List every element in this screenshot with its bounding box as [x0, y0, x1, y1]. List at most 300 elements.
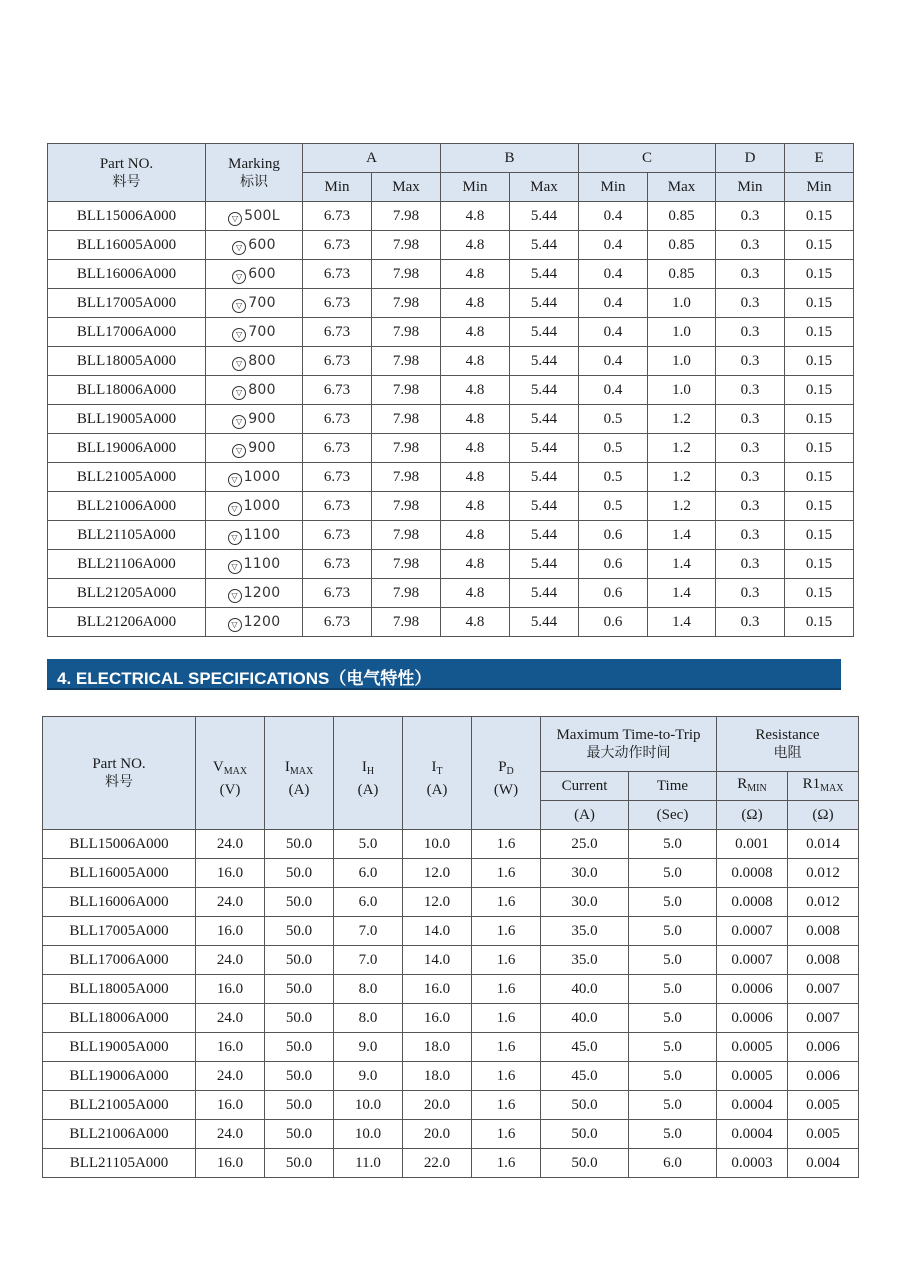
electrical-value-cell: 50.0 [265, 1062, 334, 1091]
elec-header-pd: $P_D$ (W) [472, 717, 541, 830]
dim-header-part-no: Part NO. 料号 [48, 144, 206, 202]
electrical-value-cell: 6.0 [629, 1149, 717, 1178]
table-row [48, 260, 854, 289]
electrical-value-cell: 5.0 [629, 1004, 717, 1033]
dimension-value-cell: 4.8 [441, 376, 510, 405]
dimension-value-cell: 0.15 [785, 550, 854, 579]
dimension-value-cell: 0.4 [579, 231, 648, 260]
dimension-value-cell: 6.73 [303, 608, 372, 637]
electrical-value-cell: 50.0 [265, 1091, 334, 1120]
dimension-value-cell: 0.3 [716, 347, 785, 376]
electrical-value-cell: 5.0 [629, 830, 717, 859]
dimension-value-cell: 7.98 [372, 550, 441, 579]
marking-text: 900 [248, 410, 276, 427]
dimension-value-cell: 5.44 [510, 405, 579, 434]
dimensions-table [47, 143, 854, 637]
electrical-value-cell: 0.0005 [717, 1033, 788, 1062]
electrical-value-cell: 50.0 [541, 1149, 629, 1178]
electrical-value-cell: 1.6 [472, 1033, 541, 1062]
electrical-value-cell: 8.0 [334, 1004, 403, 1033]
dim-header-group-e: E [785, 144, 854, 173]
table-row [48, 318, 854, 347]
electrical-value-cell: 0.008 [788, 917, 859, 946]
electrical-value-cell: 5.0 [629, 1062, 717, 1091]
elec-header-current-unit: (A) [541, 801, 629, 830]
dim-subheader-cell: Max [510, 173, 579, 202]
electrical-value-cell: 0.006 [788, 1062, 859, 1091]
electrical-value-cell: 16.0 [196, 917, 265, 946]
dimension-value-cell: 4.8 [441, 434, 510, 463]
table-row [43, 830, 859, 859]
table-row [48, 579, 854, 608]
electrical-value-cell: 0.0004 [717, 1120, 788, 1149]
dimension-value-cell: 6.73 [303, 405, 372, 434]
electrical-value-cell: 45.0 [541, 1033, 629, 1062]
electrical-value-cell: 8.0 [334, 975, 403, 1004]
dimension-value-cell: 7.98 [372, 260, 441, 289]
marking-text: 600 [248, 236, 276, 253]
electrical-value-cell: 7.0 [334, 946, 403, 975]
electrical-value-cell: 14.0 [403, 946, 472, 975]
electrical-value-cell: 5.0 [629, 975, 717, 1004]
electrical-value-cell: 35.0 [541, 917, 629, 946]
dimension-value-cell: 4.8 [441, 289, 510, 318]
electrical-value-cell: 0.005 [788, 1120, 859, 1149]
part-number-cell: BLL21205A000 [48, 579, 206, 608]
part-number-cell: BLL15006A000 [43, 830, 196, 859]
electrical-value-cell: 5.0 [629, 1091, 717, 1120]
marking-logo-icon: ▽ [228, 560, 242, 574]
table-row [48, 347, 854, 376]
marking-logo-icon: ▽ [228, 212, 242, 226]
part-number-cell: BLL15006A000 [48, 202, 206, 231]
dimension-value-cell: 6.73 [303, 521, 372, 550]
electrical-value-cell: 0.0008 [717, 888, 788, 917]
table-row [43, 946, 859, 975]
dimension-value-cell: 7.98 [372, 521, 441, 550]
dimension-value-cell: 0.85 [648, 260, 716, 289]
dimension-value-cell: 0.15 [785, 231, 854, 260]
electrical-value-cell: 5.0 [629, 1033, 717, 1062]
table-row [48, 463, 854, 492]
electrical-value-cell: 30.0 [541, 859, 629, 888]
marking-logo-icon: ▽ [228, 502, 242, 516]
dim-header-group-c: C [579, 144, 716, 173]
electrical-value-cell: 40.0 [541, 975, 629, 1004]
dimension-value-cell: 7.98 [372, 318, 441, 347]
electrical-value-cell: 0.014 [788, 830, 859, 859]
table-row [43, 917, 859, 946]
table-row [48, 521, 854, 550]
dimension-value-cell: 0.3 [716, 434, 785, 463]
electrical-value-cell: 1.6 [472, 1062, 541, 1091]
marking-logo-icon: ▽ [232, 328, 246, 342]
dimensions-table-body [48, 202, 854, 637]
part-number-cell: BLL17005A000 [43, 917, 196, 946]
marking-text: 700 [248, 323, 276, 340]
electrical-value-cell: 16.0 [196, 1149, 265, 1178]
dimension-value-cell: 4.8 [441, 492, 510, 521]
marking-cell [206, 434, 303, 463]
electrical-value-cell: 35.0 [541, 946, 629, 975]
part-number-cell: BLL19005A000 [43, 1033, 196, 1062]
dimension-value-cell: 6.73 [303, 318, 372, 347]
dim-header-group-d: D [716, 144, 785, 173]
table-row [43, 1091, 859, 1120]
dimension-value-cell: 1.4 [648, 550, 716, 579]
electrical-value-cell: 1.6 [472, 859, 541, 888]
elec-header-vmax: $V_{MAX}$ (V) [196, 717, 265, 830]
electrical-value-cell: 12.0 [403, 859, 472, 888]
table-row [43, 1004, 859, 1033]
electrical-value-cell: 50.0 [265, 1004, 334, 1033]
electrical-value-cell: 7.0 [334, 917, 403, 946]
dimension-value-cell: 7.98 [372, 463, 441, 492]
dimension-value-cell: 4.8 [441, 550, 510, 579]
electrical-value-cell: 50.0 [265, 1033, 334, 1062]
elec-header-r1max-unit: (Ω) [788, 801, 859, 830]
marking-cell [206, 376, 303, 405]
electrical-value-cell: 50.0 [265, 917, 334, 946]
marking-text: 500L [244, 207, 280, 224]
dimension-value-cell: 1.0 [648, 376, 716, 405]
dimension-value-cell: 6.73 [303, 260, 372, 289]
marking-text: 1200 [243, 613, 281, 630]
dimension-value-cell: 7.98 [372, 492, 441, 521]
elec-header-time-unit: (Sec) [629, 801, 717, 830]
dimension-value-cell: 0.6 [579, 579, 648, 608]
marking-cell [206, 202, 303, 231]
dimension-value-cell: 1.2 [648, 463, 716, 492]
marking-logo-icon: ▽ [228, 473, 242, 487]
dimension-value-cell: 1.0 [648, 289, 716, 318]
part-number-cell: BLL21005A000 [48, 463, 206, 492]
marking-logo-icon: ▽ [228, 618, 242, 632]
elec-header-rmin-unit: (Ω) [717, 801, 788, 830]
electrical-value-cell: 5.0 [629, 888, 717, 917]
dimension-value-cell: 4.8 [441, 521, 510, 550]
marking-text: 800 [248, 381, 276, 398]
dimension-value-cell: 6.73 [303, 231, 372, 260]
marking-cell [206, 579, 303, 608]
electrical-value-cell: 5.0 [629, 946, 717, 975]
table-row [43, 888, 859, 917]
table-row [48, 434, 854, 463]
dimension-value-cell: 0.3 [716, 463, 785, 492]
marking-cell [206, 463, 303, 492]
dim-header-group-b: B [441, 144, 579, 173]
dimension-value-cell: 5.44 [510, 376, 579, 405]
table-row [43, 1120, 859, 1149]
dimension-value-cell: 5.44 [510, 463, 579, 492]
dimension-value-cell: 7.98 [372, 434, 441, 463]
dimension-value-cell: 0.6 [579, 550, 648, 579]
dim-subheader-cell: Min [785, 173, 854, 202]
marking-text: 800 [248, 352, 276, 369]
dimension-value-cell: 0.15 [785, 202, 854, 231]
electrical-value-cell: 0.001 [717, 830, 788, 859]
dimension-value-cell: 1.4 [648, 579, 716, 608]
electrical-value-cell: 0.006 [788, 1033, 859, 1062]
electrical-value-cell: 0.005 [788, 1091, 859, 1120]
electrical-value-cell: 0.007 [788, 1004, 859, 1033]
electrical-value-cell: 24.0 [196, 888, 265, 917]
electrical-value-cell: 12.0 [403, 888, 472, 917]
electrical-value-cell: 9.0 [334, 1033, 403, 1062]
dimension-value-cell: 5.44 [510, 492, 579, 521]
electrical-value-cell: 20.0 [403, 1091, 472, 1120]
marking-logo-icon: ▽ [232, 444, 246, 458]
electrical-value-cell: 11.0 [334, 1149, 403, 1178]
table-row [48, 405, 854, 434]
part-number-cell: BLL19006A000 [43, 1062, 196, 1091]
dimension-value-cell: 5.44 [510, 608, 579, 637]
marking-logo-icon: ▽ [232, 415, 246, 429]
electrical-value-cell: 0.008 [788, 946, 859, 975]
part-number-cell: BLL17005A000 [48, 289, 206, 318]
dimension-value-cell: 0.15 [785, 289, 854, 318]
dim-subheader-cell: Min [716, 173, 785, 202]
marking-text: 1000 [243, 468, 281, 485]
electrical-value-cell: 5.0 [334, 830, 403, 859]
electrical-value-cell: 0.0007 [717, 946, 788, 975]
dimension-value-cell: 4.8 [441, 318, 510, 347]
dimension-value-cell: 6.73 [303, 579, 372, 608]
part-number-cell: BLL21106A000 [48, 550, 206, 579]
dimension-value-cell: 6.73 [303, 492, 372, 521]
dimension-value-cell: 4.8 [441, 405, 510, 434]
marking-text: 700 [248, 294, 276, 311]
dimension-value-cell: 0.15 [785, 376, 854, 405]
electrical-value-cell: 1.6 [472, 1004, 541, 1033]
dimension-value-cell: 4.8 [441, 463, 510, 492]
dimension-value-cell: 5.44 [510, 434, 579, 463]
electrical-value-cell: 24.0 [196, 830, 265, 859]
electrical-value-cell: 50.0 [541, 1091, 629, 1120]
electrical-value-cell: 22.0 [403, 1149, 472, 1178]
dimension-value-cell: 1.2 [648, 405, 716, 434]
dimension-value-cell: 4.8 [441, 579, 510, 608]
electrical-value-cell: 50.0 [265, 888, 334, 917]
dim-subheader-cell: Min [441, 173, 510, 202]
marking-cell [206, 550, 303, 579]
electrical-value-cell: 24.0 [196, 946, 265, 975]
elec-header-ih: $I_H$ (A) [334, 717, 403, 830]
marking-cell [206, 608, 303, 637]
electrical-value-cell: 9.0 [334, 1062, 403, 1091]
part-number-cell: BLL17006A000 [48, 318, 206, 347]
dimension-value-cell: 5.44 [510, 347, 579, 376]
dimension-value-cell: 6.73 [303, 463, 372, 492]
dimension-value-cell: 0.6 [579, 608, 648, 637]
dimension-value-cell: 7.98 [372, 608, 441, 637]
elec-header-imax: $I_{MAX}$ (A) [265, 717, 334, 830]
marking-logo-icon: ▽ [232, 241, 246, 255]
electrical-value-cell: 25.0 [541, 830, 629, 859]
electrical-value-cell: 50.0 [265, 1149, 334, 1178]
dimension-value-cell: 6.73 [303, 376, 372, 405]
table-row [48, 231, 854, 260]
part-number-cell: BLL19005A000 [48, 405, 206, 434]
table-row [48, 608, 854, 637]
electrical-table-body [43, 830, 859, 1178]
table-row [43, 1149, 859, 1178]
electrical-value-cell: 0.0006 [717, 975, 788, 1004]
part-number-cell: BLL18006A000 [48, 376, 206, 405]
elec-header-it: $I_T$ (A) [403, 717, 472, 830]
table-row [48, 492, 854, 521]
part-number-cell: BLL18006A000 [43, 1004, 196, 1033]
electrical-value-cell: 16.0 [196, 975, 265, 1004]
electrical-value-cell: 16.0 [196, 859, 265, 888]
dimension-value-cell: 0.3 [716, 579, 785, 608]
dimension-value-cell: 5.44 [510, 579, 579, 608]
dim-header-group-a: A [303, 144, 441, 173]
part-number-cell: BLL21005A000 [43, 1091, 196, 1120]
electrical-value-cell: 0.004 [788, 1149, 859, 1178]
dim-subheader-cell: Min [303, 173, 372, 202]
electrical-value-cell: 50.0 [541, 1120, 629, 1149]
electrical-value-cell: 0.0007 [717, 917, 788, 946]
dim-subheader-cell: Max [372, 173, 441, 202]
electrical-value-cell: 1.6 [472, 830, 541, 859]
electrical-value-cell: 10.0 [334, 1091, 403, 1120]
marking-cell [206, 260, 303, 289]
dimension-value-cell: 7.98 [372, 202, 441, 231]
part-number-cell: BLL16005A000 [48, 231, 206, 260]
dimension-value-cell: 7.98 [372, 289, 441, 318]
dimension-value-cell: 4.8 [441, 260, 510, 289]
marking-cell [206, 405, 303, 434]
elec-header-current: Current [541, 772, 629, 801]
electrical-value-cell: 6.0 [334, 859, 403, 888]
dimension-value-cell: 4.8 [441, 231, 510, 260]
elec-header-trip: Maximum Time-to-Trip 最大动作时间 [541, 717, 717, 772]
dimension-value-cell: 0.3 [716, 492, 785, 521]
electrical-value-cell: 1.6 [472, 1120, 541, 1149]
dimension-value-cell: 0.4 [579, 289, 648, 318]
table-row [43, 1033, 859, 1062]
marking-logo-icon: ▽ [232, 357, 246, 371]
dimension-value-cell: 0.15 [785, 579, 854, 608]
dimension-value-cell: 0.85 [648, 202, 716, 231]
part-number-cell: BLL21006A000 [48, 492, 206, 521]
dim-header-marking: Marking 标识 [206, 144, 303, 202]
dimension-value-cell: 0.3 [716, 405, 785, 434]
electrical-value-cell: 0.0004 [717, 1091, 788, 1120]
table-row [48, 202, 854, 231]
electrical-value-cell: 1.6 [472, 975, 541, 1004]
electrical-value-cell: 50.0 [265, 946, 334, 975]
dimension-value-cell: 6.73 [303, 347, 372, 376]
marking-cell [206, 347, 303, 376]
table-row [43, 859, 859, 888]
electrical-value-cell: 50.0 [265, 1120, 334, 1149]
dimension-value-cell: 0.15 [785, 521, 854, 550]
electrical-value-cell: 50.0 [265, 859, 334, 888]
electrical-value-cell: 1.6 [472, 1091, 541, 1120]
marking-cell [206, 289, 303, 318]
electrical-value-cell: 0.0003 [717, 1149, 788, 1178]
dimension-value-cell: 0.15 [785, 492, 854, 521]
dimension-value-cell: 1.4 [648, 608, 716, 637]
electrical-value-cell: 18.0 [403, 1033, 472, 1062]
dimension-value-cell: 6.73 [303, 434, 372, 463]
table-row [43, 1062, 859, 1091]
electrical-value-cell: 50.0 [265, 830, 334, 859]
dimension-value-cell: 7.98 [372, 405, 441, 434]
electrical-value-cell: 24.0 [196, 1004, 265, 1033]
section-title: 4. ELECTRICAL SPECIFICATIONS（电气特性） [57, 669, 432, 688]
dimension-value-cell: 7.98 [372, 376, 441, 405]
dimension-value-cell: 0.4 [579, 260, 648, 289]
marking-text: 1200 [243, 584, 281, 601]
dimension-value-cell: 5.44 [510, 550, 579, 579]
table-row [48, 550, 854, 579]
dimension-value-cell: 0.3 [716, 318, 785, 347]
dimension-value-cell: 5.44 [510, 521, 579, 550]
marking-logo-icon: ▽ [232, 270, 246, 284]
table-row [48, 376, 854, 405]
dimension-value-cell: 7.98 [372, 231, 441, 260]
electrical-value-cell: 30.0 [541, 888, 629, 917]
dimension-value-cell: 0.3 [716, 202, 785, 231]
dimension-value-cell: 5.44 [510, 260, 579, 289]
dimension-value-cell: 0.3 [716, 550, 785, 579]
dimension-value-cell: 5.44 [510, 289, 579, 318]
electrical-value-cell: 0.012 [788, 888, 859, 917]
part-number-cell: BLL21206A000 [48, 608, 206, 637]
part-number-cell: BLL16006A000 [43, 888, 196, 917]
electrical-value-cell: 0.0006 [717, 1004, 788, 1033]
dimension-value-cell: 7.98 [372, 347, 441, 376]
part-number-cell: BLL19006A000 [48, 434, 206, 463]
electrical-value-cell: 16.0 [196, 1091, 265, 1120]
elec-header-resistance: Resistance 电阻 [717, 717, 859, 772]
electrical-value-cell: 24.0 [196, 1120, 265, 1149]
marking-text: 1100 [243, 526, 281, 543]
dimension-value-cell: 0.4 [579, 202, 648, 231]
dimension-value-cell: 0.15 [785, 608, 854, 637]
dimension-value-cell: 0.15 [785, 318, 854, 347]
dimension-value-cell: 0.3 [716, 608, 785, 637]
electrical-value-cell: 1.6 [472, 946, 541, 975]
marking-text: 1100 [243, 555, 281, 572]
dimension-value-cell: 1.4 [648, 521, 716, 550]
dim-subheader-cell: Min [579, 173, 648, 202]
dimension-value-cell: 5.44 [510, 318, 579, 347]
dimension-value-cell: 0.5 [579, 492, 648, 521]
dimension-value-cell: 0.15 [785, 347, 854, 376]
marking-text: 1000 [243, 497, 281, 514]
dimension-value-cell: 0.3 [716, 260, 785, 289]
dimension-value-cell: 0.3 [716, 521, 785, 550]
part-number-cell: BLL18005A000 [48, 347, 206, 376]
dimension-value-cell: 6.73 [303, 289, 372, 318]
dimension-value-cell: 0.15 [785, 463, 854, 492]
dimension-value-cell: 5.44 [510, 231, 579, 260]
electrical-value-cell: 14.0 [403, 917, 472, 946]
dimension-value-cell: 1.0 [648, 318, 716, 347]
dimension-value-cell: 6.73 [303, 550, 372, 579]
dimension-value-cell: 0.85 [648, 231, 716, 260]
part-number-cell: BLL18005A000 [43, 975, 196, 1004]
part-number-cell: BLL21105A000 [48, 521, 206, 550]
marking-cell [206, 521, 303, 550]
dimension-value-cell: 1.0 [648, 347, 716, 376]
dimension-value-cell: 0.3 [716, 289, 785, 318]
marking-cell [206, 231, 303, 260]
